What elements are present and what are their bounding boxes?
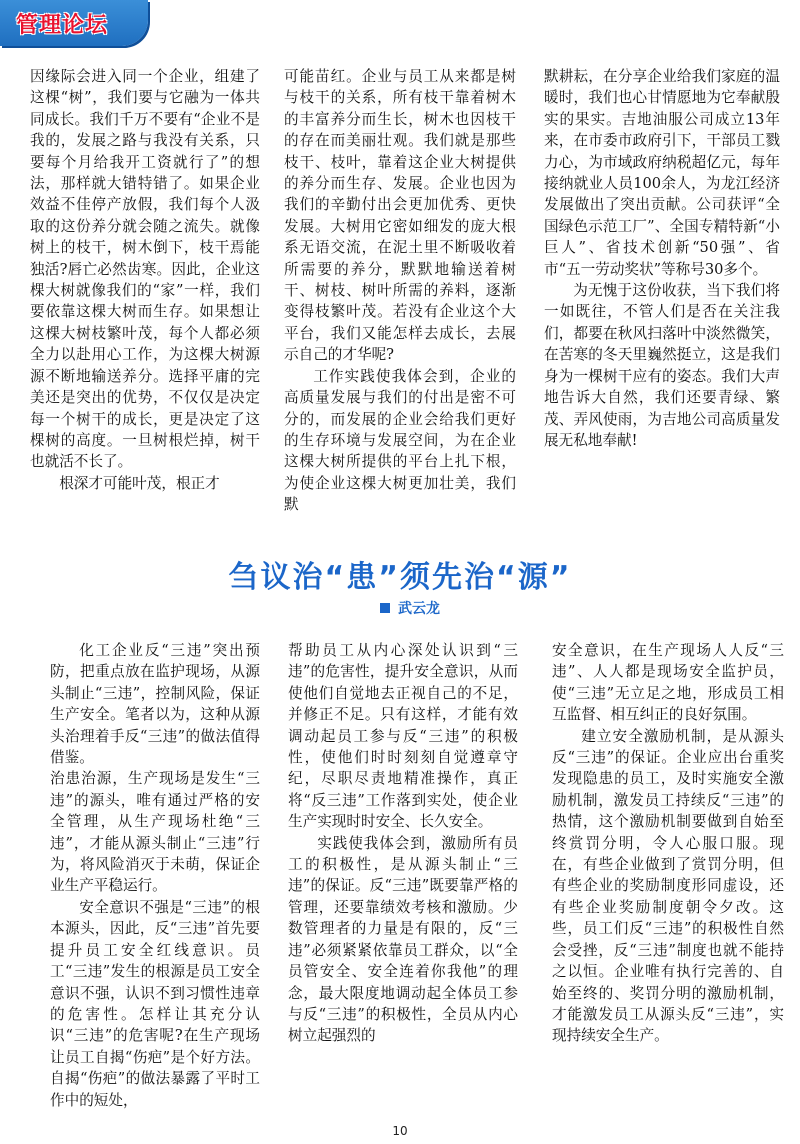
paragraph: 帮助员工从内心深处认识到“三违”的危害性，提升安全意识，从而使他们自觉地去正视自己的不足，并修正不足。只有这样，才能有效调动起员工参与反“三违”的积极性，使他们时时刻刻自觉遵章守纪，尽职尽责地精准操作，真正将“反三违”工作落到实处，使企业生产实现时时安全、长久安全。	[288, 642, 518, 831]
paragraph: 可能苗红。企业与员工从来都是树与枝干的关系，所有枝干靠着树木的丰富养分而生长，树木也因枝干的存在而美丽壮观。我们就是那些枝干、枝叶，靠着这企业大树提供的养分而生存、发展。企业也因为我们的辛勤付出会更加优秀、更快发展。大树用它密如细发的庞大根系无语交流，在泥土里不断吸收着所需要的养分，默默地输送着树干、树枝、树叶所需的养料，逐渐变得枝繁叶茂。若没有企业这个大平台，我们又能怎样去成长，去展示自己的才华呢?	[284, 68, 516, 364]
paragraph: 安全意识不强是“三违”的根本源头，因此，反“三违”首先要提升员工安全红线意识。员工“三违”发生的根源是员工安全意识不强，认识不到习惯性违章的危害性。怎样让其充分认识“三违”的危害呢?在生产现场让员工自揭“伤疤”是个好方法。自揭“伤疤”的做法暴露了平时工作中的短处，	[50, 898, 260, 1109]
paragraph: 为无愧于这份收获，当下我们将一如既往，不管人们是否在关注我们，都要在秋风扫落叶中淡然微笑，在苦寒的冬天里巍然挺立，这是我们身为一棵树干应有的姿态。我们大声地告诉大自然，我们还要青绿、繁茂、弄风使雨，为吉地公司高质量发展无私地奉献!	[544, 282, 780, 449]
paragraph: 根深才可能叶茂，根正才	[59, 474, 220, 492]
paragraph: 因缘际会进入同一个企业，组建了这棵“树”，我们要与它融为一体共同成长。我们千万不要有“企业不是我的，发展之路与我没有关系，只要每个月给我开工资就行了”的想法，那样就大错特错了。如果企业效益不佳停产放假，我们每个人汲取的这份养分就会随之流失。就像树上的枝干，树木倒下，枝干焉能独活?唇亡必然齿寒。因此，企业这棵大树就像我们的“家”一样，我们要依靠这棵大树而生存。如果想让这棵大树枝繁叶茂，每个人都必须全力以赴用心工作，为这棵大树源源不断地输送养分。选择平庸的完美还是突出的优势，不仅仅是决定每一个树干的成长，更是决定了这棵树的高度。一旦树根烂掉，树干也就活不长了。	[30, 68, 260, 471]
article2-column-1	[50, 640, 260, 1118]
square-bullet-icon	[380, 603, 390, 613]
paragraph: 实践使我体会到，激励所有员工的积极性，是从源头制止“三违”的保证。反“三违”既要靠严格的管理，还要靠绩效考核和激励。少数管理者的力量是有限的，反“三违”必须紧紧依靠员工群众，以“全员管安全、安全连着你我他”的理念，最大限度地调动起全体员工参与反“三违”的积极性，全员从内心树立起强烈的	[288, 834, 518, 1045]
author-name: 武云龙	[398, 601, 440, 617]
paragraph: 化工企业反“三违”突出预防，把重点放在监护现场，从源头制止“三违”，控制风险，保证生产安全。笔者以为，这种从源头治理着手反“三违”的做法值得借鉴。	[50, 642, 260, 767]
paragraph: 治患治源，生产现场是发生“三违”的源头，唯有通过严格的安全管理，从生产现场杜绝“三违”，才能从源头制止“三违”行为，将风险消灭于未萌，保证企业生产平稳运行。	[50, 770, 260, 895]
article2-column-2	[288, 640, 518, 1118]
paragraph: 安全意识，在生产现场人人反“三违”、人人都是现场安全监护员，使“三违”无立足之地，形成员工相互监督、相互纠正的良好氛围。	[552, 642, 784, 724]
article1-column-3	[544, 66, 780, 538]
article-title: 刍议治“患”须先治“源”	[228, 560, 572, 595]
article1-column-2	[284, 66, 516, 538]
paragraph: 默耕耘，在分享企业给我们家庭的温暖时，我们也心甘情愿地为它奉献殷实的果实。吉地油服公司成立13年来，在市委市政府引下，干部员工戮力心，为市域政府纳税超亿元，每年接纳就业人员100余人，为龙江经济发展做出了突出贡献。公司获评“全国绿色示范工厂”、全国专精特新“小巨人”、省技术创新“50强”、省市“五一劳动奖状”等称号30多个。	[544, 68, 780, 278]
section-header-tab	[0, 0, 148, 46]
section-label: 管理论坛	[16, 13, 109, 38]
article2-column-3	[552, 640, 784, 1118]
article1-column-1	[30, 66, 260, 538]
page-number: 10	[392, 1124, 408, 1138]
paragraph: 建立安全激励机制，是从源头反“三违”的保证。企业应出台重奖发现隐患的员工，及时实施安全激励机制，激发员工持续反“三违”的热情，这个激励机制要做到自始至终赏罚分明，令人心服口服。现在，有些企业做到了赏罚分明，但有些企业的奖励制度形同虚设，还有些企业奖励制度朝令夕改。这些，员工们反“三违”的积极性自然会受挫，反“三违”制度也就不能持之以恒。企业唯有执行完善的、自始至终的、奖罚分明的激励机制，才能激发员工从源头反“三违”，实现持续安全生产。	[552, 727, 784, 1045]
article-byline	[380, 598, 440, 618]
paragraph: 工作实践使我体会到，企业的高质量发展与我们的付出是密不可分的，而发展的企业会给我们更好的生存环境与发展空间，为在企业这棵大树所提供的平台上扎下根，为使企业这棵大树更加壮美，我们默	[284, 367, 516, 514]
